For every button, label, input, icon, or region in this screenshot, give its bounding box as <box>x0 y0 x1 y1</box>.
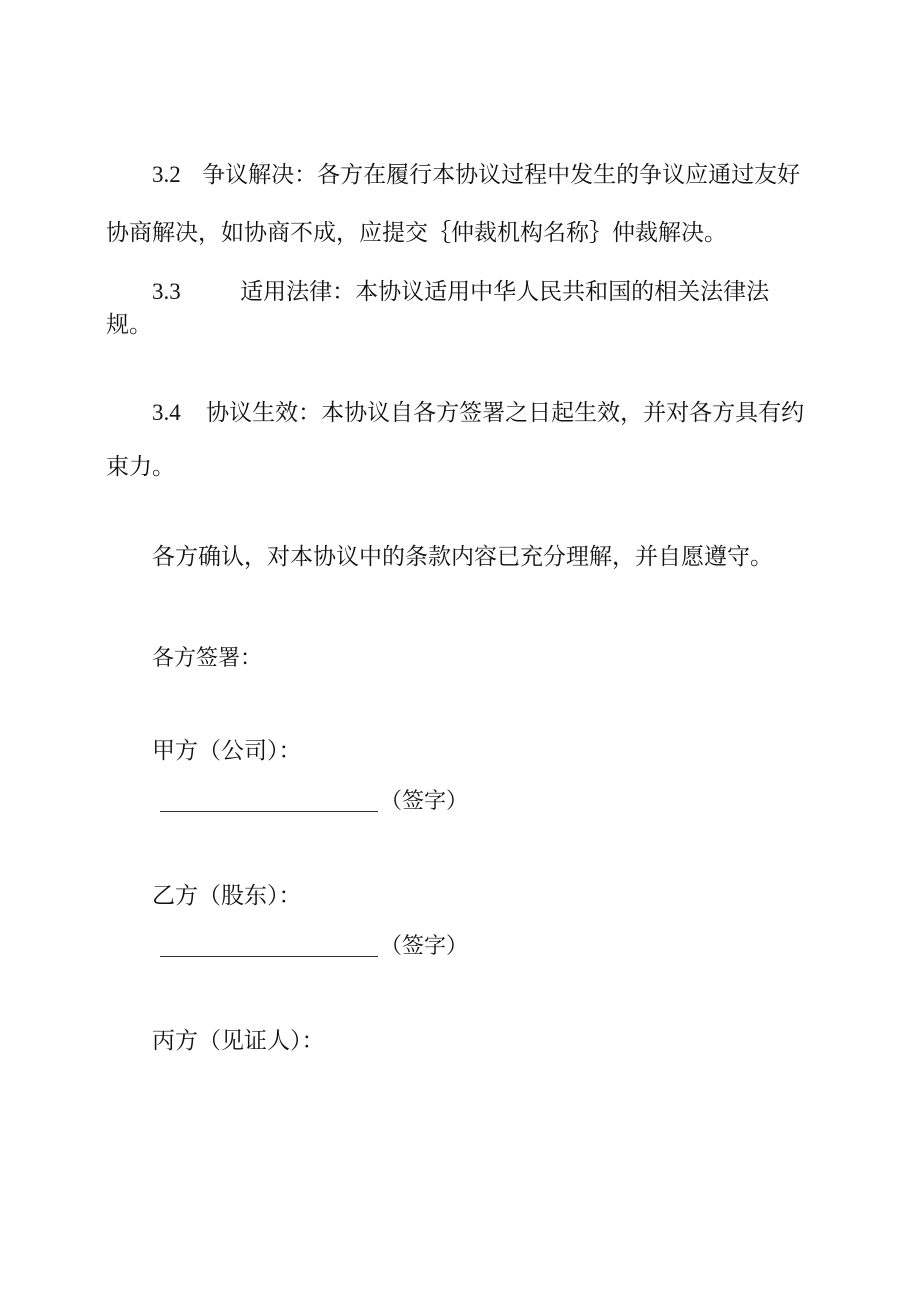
clause-3-3-line-2 <box>106 310 152 340</box>
confirmation-text: 各方确认，对本协议中的条款内容已充分理解，并自愿遵守。 <box>152 544 773 570</box>
party-b-label: 乙方（股东）： <box>152 883 302 909</box>
party-b-signature-line[interactable] <box>160 956 378 957</box>
party-c-label: 丙方（见证人）： <box>152 1028 325 1054</box>
clause-number: 3.4 <box>152 400 181 425</box>
clause-text: 束力。 <box>106 454 175 480</box>
clause-text: 协商解决，如协商不成，应提交｛仲裁机构名称｝仲裁解决。 <box>106 220 727 246</box>
party-a-label: 甲方（公司）： <box>152 738 302 764</box>
clause-text: 争议解决：各方在履行本协议过程中发生的争议应通过友好 <box>202 162 801 188</box>
clause-3-4-line-2 <box>106 452 175 482</box>
signatures-heading: 各方签署： <box>152 646 263 671</box>
clause-text: 协议生效：本协议自各方签署之日起生效，并对各方具有约 <box>206 400 805 426</box>
clause-text: 规。 <box>106 312 152 338</box>
clause-3-3-line-1 <box>152 277 769 307</box>
clause-number: 3.3 <box>152 279 181 304</box>
clause-text: 适用法律：本协议适用中华人民共和国的相关法律法 <box>240 279 770 305</box>
party-b-sign-label: （签字） <box>380 934 469 959</box>
party-a-sign-label: （签字） <box>380 789 469 814</box>
clause-3-2-line-1 <box>152 160 800 190</box>
party-a-signature-line[interactable] <box>160 811 378 812</box>
clause-3-4-line-1 <box>152 398 804 428</box>
clause-number: 3.2 <box>152 162 181 187</box>
clause-3-2-line-2 <box>106 218 727 248</box>
